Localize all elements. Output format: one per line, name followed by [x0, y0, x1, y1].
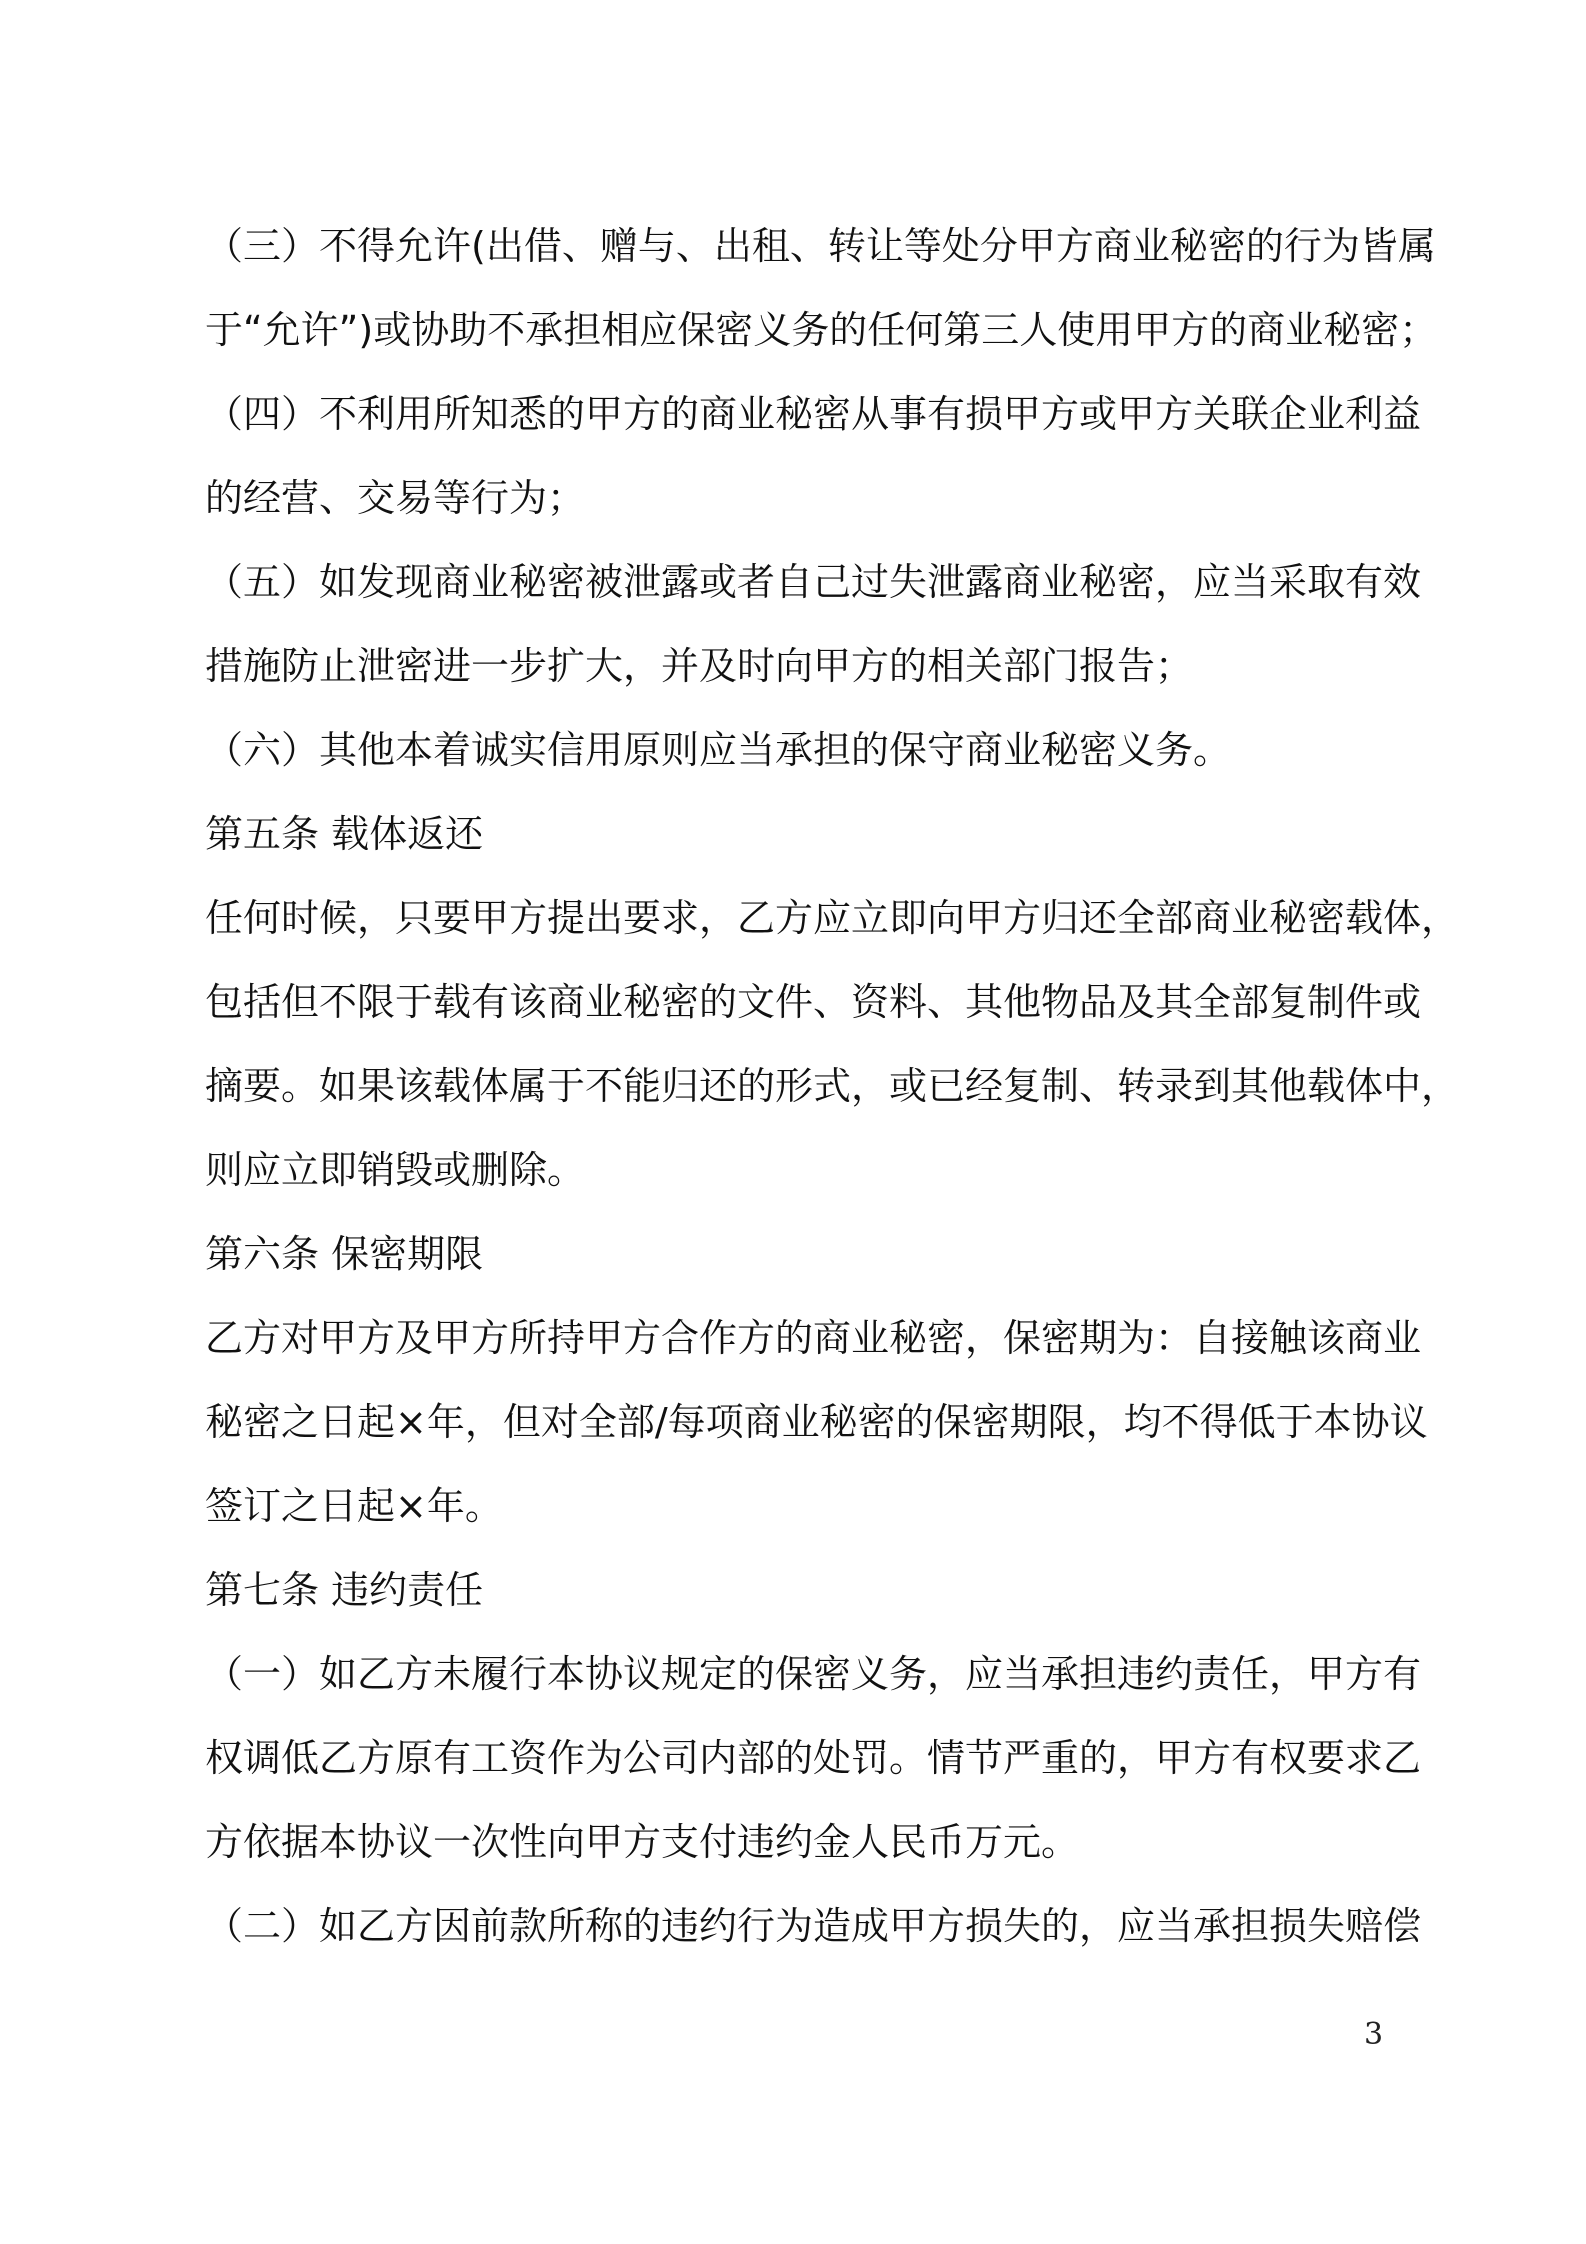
section-heading: 第六条 保密期限: [205, 1232, 484, 1276]
text-line: （四）不利用所知悉的甲方的商业秘密从事有损甲方或甲方关联企业利益: [205, 392, 1422, 436]
section-heading: 第五条 载体返还: [205, 812, 484, 856]
text-line: 方依据本协议一次性向甲方支付违约金人民币万元。: [205, 1820, 1080, 1864]
text-line: （一）如乙方未履行本协议规定的保密义务，应当承担违约责任，甲方有: [205, 1652, 1422, 1696]
text-line: 摘要。如果该载体属于不能归还的形式，或已经复制、转录到其他载体中，: [205, 1064, 1460, 1108]
text-line: （六）其他本着诚实信用原则应当承担的保守商业秘密义务。: [205, 728, 1232, 772]
text-line: 的经营、交易等行为；: [205, 476, 586, 520]
text-line: （五）如发现商业秘密被泄露或者自己过失泄露商业秘密，应当采取有效: [205, 560, 1422, 604]
text-line: 签订之日起×年。: [205, 1484, 503, 1528]
text-line: 秘密之日起×年，但对全部/每项商业秘密的保密期限，均不得低于本协议: [205, 1400, 1428, 1444]
document-body: [205, 204, 1460, 1968]
text-line: 包括但不限于载有该商业秘密的文件、资料、其他物品及其全部复制件或: [205, 980, 1422, 1024]
text-line: 任何时候，只要甲方提出要求，乙方应立即向甲方归还全部商业秘密载体，: [205, 896, 1460, 940]
text-line: 于“允许”)或协助不承担相应保密义务的任何第三人使用甲方的商业秘密；: [205, 308, 1438, 352]
text-line: 乙方对甲方及甲方所持甲方合作方的商业秘密，保密期为：自接触该商业: [205, 1316, 1422, 1360]
section-heading: 第七条 违约责任: [205, 1568, 484, 1612]
text-line: （三）不得允许(出借、赠与、出租、转让等处分甲方商业秘密的行为皆属: [205, 224, 1436, 268]
text-line: 权调低乙方原有工资作为公司内部的处罚。情节严重的，甲方有权要求乙: [205, 1736, 1422, 1780]
text-line: 则应立即销毁或删除。: [205, 1148, 586, 1192]
text-line: 措施防止泄密进一步扩大，并及时向甲方的相关部门报告；: [205, 644, 1194, 688]
page-number: 3: [1364, 2017, 1384, 2052]
text-line: （二）如乙方因前款所称的违约行为造成甲方损失的，应当承担损失赔偿: [205, 1904, 1422, 1948]
